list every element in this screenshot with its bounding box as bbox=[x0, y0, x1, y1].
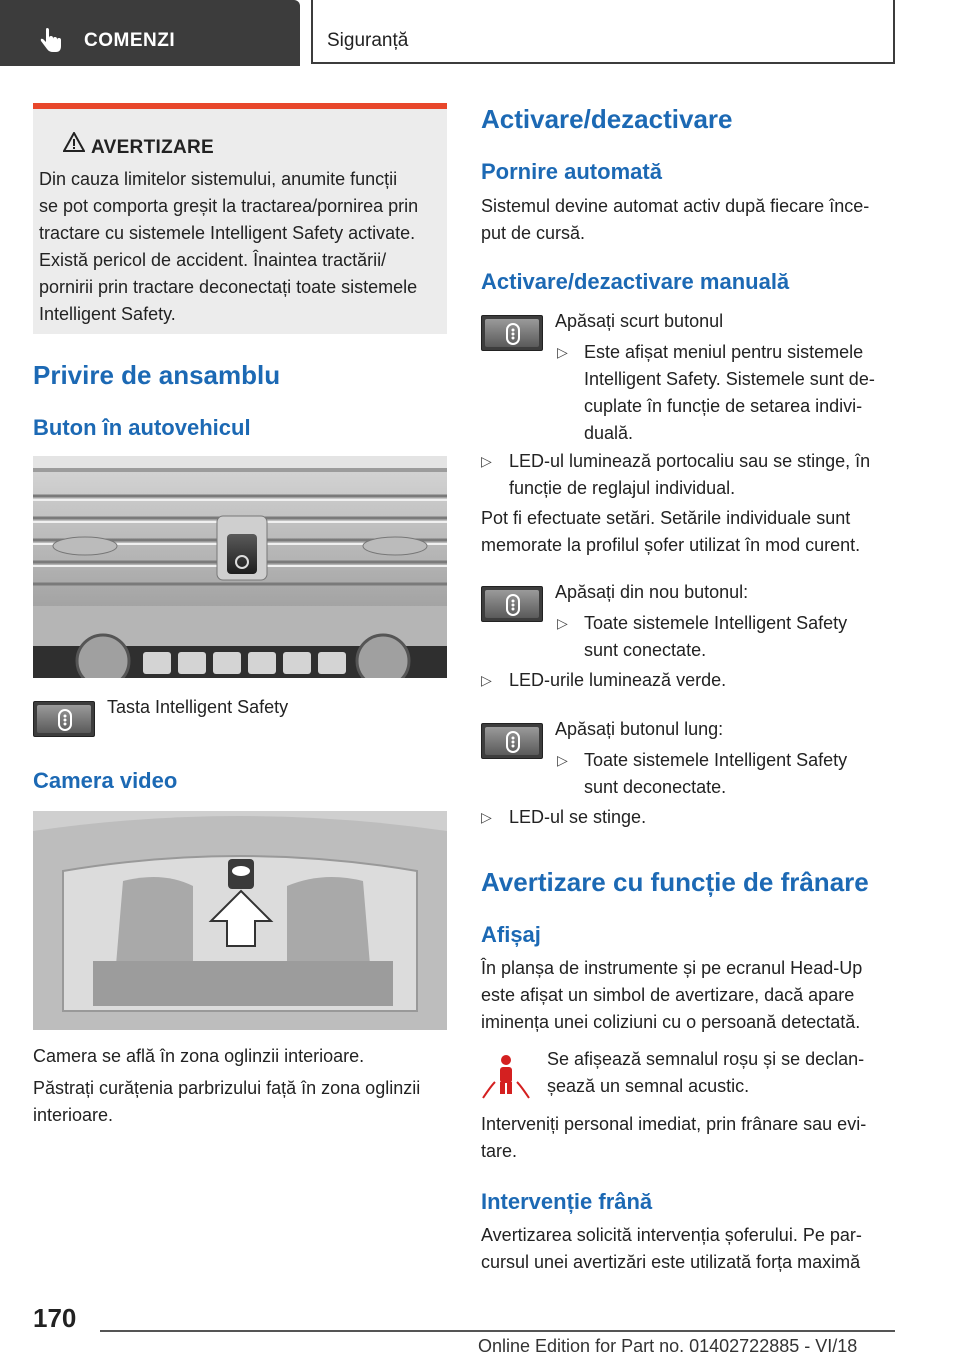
triangle-bullet-icon: ▷ bbox=[481, 453, 492, 469]
warning-text: Din cauza limitelor sistemului, anumite funcții se pot comporta greșit la tractarea/pornirea prin tractare cu sistemele Intelligent Safety activate. Există pericol de accident. Înaintea tractării/ pornirii prin tractare deconectați toate sistemele Intelligent Safety. bbox=[39, 169, 419, 324]
heading-activation: Activare/dezactivare bbox=[481, 104, 733, 134]
triangle-bullet-icon: ▷ bbox=[557, 752, 568, 768]
section-tab[interactable] bbox=[311, 0, 895, 64]
footer-divider bbox=[100, 1330, 895, 1332]
off-text: Toate sistemele Intelligent Safety sunt deconectate. bbox=[584, 750, 848, 797]
auto-text: Sistemul devine automat activ după fiecare înce- put de cursă. bbox=[481, 196, 870, 243]
press-again-text: Apăsați din nou butonul: bbox=[555, 582, 749, 602]
camera-paragraph-2: Păstrați curățenia parbrizului față în zona oglinzii interioare. bbox=[33, 1078, 421, 1125]
warning-title: AVERTIZARE bbox=[91, 137, 214, 158]
display-text: În planșa de instrumente și pe ecranul Head-Up este afișat un simbol de avertizare, dacă apare iminența unei coliziuni cu o persoană detectată. bbox=[481, 958, 863, 1032]
warning-box bbox=[33, 103, 447, 334]
footer-edition: Online Edition for Part no. 01402722885 - VI/18 bbox=[478, 1336, 858, 1356]
intervene-text: Interveniți personal imediat, prin frânare sau evi- tare. bbox=[481, 1114, 867, 1161]
led-off-text: LED-ul se stinge. bbox=[509, 807, 647, 827]
press-long-text: Apăsați butonul lung: bbox=[555, 719, 724, 739]
hand-pointer-icon bbox=[38, 28, 64, 54]
safety-button-icon bbox=[481, 723, 543, 759]
settings-text: Pot fi efectuate setări. Setările individuale sunt memorate la profilul șofer utilizat în mod curent. bbox=[481, 508, 861, 555]
safety-button-icon bbox=[481, 315, 543, 351]
signal-text: Se afișează semnalul roșu și se declan- șează un semnal acustic. bbox=[547, 1049, 865, 1096]
section-label: Siguranță bbox=[327, 30, 409, 51]
subheading-display: Afișaj bbox=[481, 922, 541, 947]
safety-button-icon bbox=[33, 701, 95, 737]
camera-paragraph-1: Camera se află în zona oglinzii interioare. bbox=[33, 1046, 365, 1066]
key-caption: Tasta Intelligent Safety bbox=[107, 697, 289, 717]
chapter-label: COMENZI bbox=[84, 30, 176, 51]
led-green-text: LED-urile luminează verde. bbox=[509, 670, 727, 690]
safety-button-icon bbox=[481, 586, 543, 622]
triangle-bullet-icon: ▷ bbox=[557, 344, 568, 360]
heading-overview: Privire de ansamblu bbox=[33, 360, 281, 390]
subheading-camera: Camera video bbox=[33, 768, 178, 793]
heading-brake-warning: Avertizare cu funcție de frânare bbox=[481, 867, 869, 897]
press-short-text: Apăsați scurt butonul bbox=[555, 311, 724, 331]
chapter-tab[interactable] bbox=[0, 0, 300, 66]
dashboard-panel-image bbox=[33, 456, 447, 678]
windshield-camera-image bbox=[33, 811, 447, 1030]
pedestrian-warning-icon bbox=[481, 1052, 531, 1102]
subheading-button: Buton în autovehicul bbox=[33, 415, 251, 440]
on-text: Toate sistemele Intelligent Safety sunt conectate. bbox=[584, 613, 848, 660]
subheading-auto: Pornire automată bbox=[481, 159, 662, 184]
led-text: LED-ul luminează portocaliu sau se stinge, în funcție de reglajul individual. bbox=[509, 451, 871, 498]
brake-text: Avertizarea solicită intervenția șoferului. Pe par- cursul unei avertizări este utilizată forța maximă bbox=[481, 1225, 862, 1272]
triangle-bullet-icon: ▷ bbox=[481, 809, 492, 825]
menu-text: Este afișat meniul pentru sistemele Intelligent Safety. Sistemele sunt de- cuplate în funcție de setarea indivi- duală. bbox=[584, 342, 875, 443]
subheading-brake-intervention: Intervenție frână bbox=[481, 1189, 653, 1214]
subheading-manual: Activare/dezactivare manuală bbox=[481, 269, 790, 294]
warning-triangle-icon bbox=[63, 132, 85, 152]
triangle-bullet-icon: ▷ bbox=[557, 615, 568, 631]
triangle-bullet-icon: ▷ bbox=[481, 672, 492, 688]
page-number: 170 bbox=[33, 1303, 77, 1333]
